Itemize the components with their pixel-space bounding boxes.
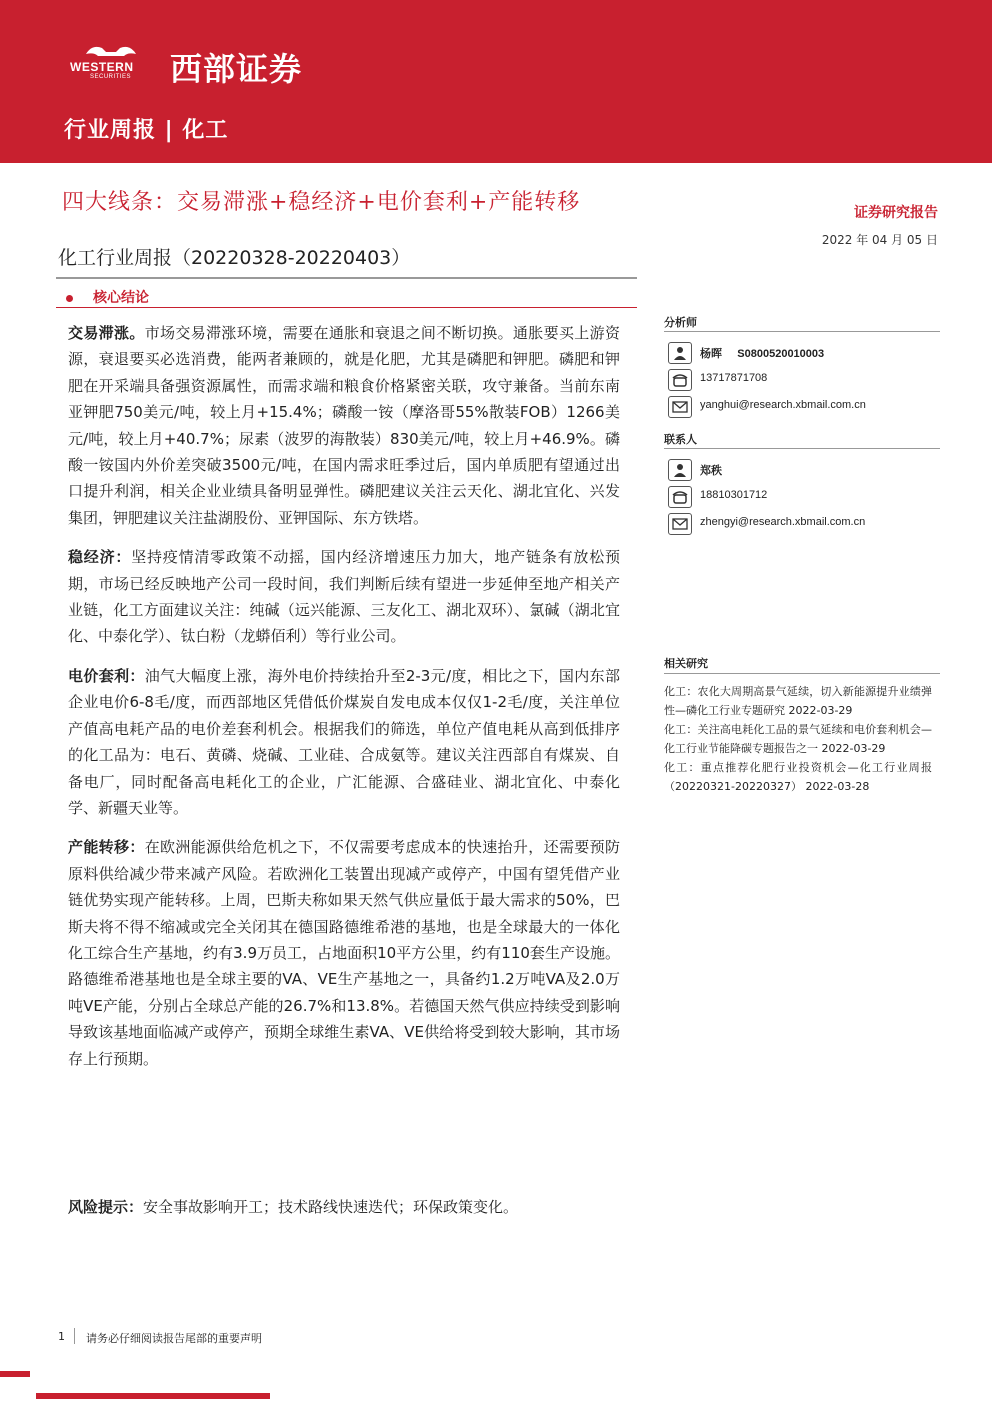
company-logo: [66, 40, 336, 90]
paragraph-lead: 电价套利：: [68, 666, 145, 685]
footer-disclaimer: 请务必仔细阅读报告尾部的重要声明: [86, 1332, 262, 1345]
paragraph-power-arbitrage: [68, 663, 620, 821]
report-type-label: 证券研究报告: [854, 205, 938, 221]
analyst-name: 杨晖: [700, 348, 722, 360]
analyst-email[interactable]: yanghui@research.xbmail.com.cn: [700, 399, 866, 411]
related-research-item[interactable]: 化工：关注高电耗化工品的景气延续和电价套利机会—化工行业节能降碳专题报告之一 2022-03-29: [664, 723, 932, 755]
paragraph-trading-stagflation: [68, 320, 620, 531]
report-date: 2022 年 04 月 05 日: [821, 233, 938, 247]
logo-english-subtext: SECURITIES: [90, 74, 132, 80]
section-divider: [56, 307, 637, 308]
footer-accent-bar: [36, 1393, 270, 1399]
paragraph-text: 在欧洲能源供给危机之下，不仅需要考虑成本的快速抬升，还需要预防原料供给减少带来减产风险。若欧洲化工装置出现减产或停产，中国有望凭借产业链优势实现产能转移。上周，巴斯夫称如果天然气供应量低于最大需求的50%，巴斯夫将不得不缩减或完全关闭其在德国路德维希港的基地，也是全球最大的一体化化工综合生产基地，约有3.9万员工，占地面积10平方公里，约有110套生产设施。路德维希港基地也是全球主要的VA、VE生产基地之一，具备约1.2万吨VA及2.0万吨VE产能，分别占全球总产能的26.7%和13.8%。若德国天然气供应持续受到影响导致该基地面临减产或停产，预期全球维生素VA、VE供给将受到较大影响，其市场存上行预期。: [68, 838, 620, 1068]
risk-text: 安全事故影响开工；技术路线快速迭代；环保政策变化。: [143, 1198, 519, 1216]
analyst-phone: 13717871708: [700, 372, 768, 384]
analyst-phone-row: [664, 369, 940, 391]
person-icon: [668, 342, 692, 364]
contact-email[interactable]: zhengyi@research.xbmail.com.cn: [700, 516, 866, 528]
related-research-list: [664, 682, 932, 796]
related-research-item[interactable]: 化工：农化大周期高景气延续，切入新能源提升业绩弹性—磷化工行业专题研究 2022-03-29: [664, 685, 932, 717]
paragraph-stable-economy: [68, 544, 620, 650]
related-research-heading: 相关研究: [664, 657, 708, 670]
analyst-heading: 分析师: [664, 316, 697, 329]
paragraph-lead: 交易滞涨。: [68, 324, 145, 342]
contact-email-row[interactable]: [664, 513, 940, 535]
mail-icon: [668, 513, 692, 535]
paragraph-text: 坚持疫情清零政策不动摇，国内经济增速压力加大，地产链条有放松预期，市场已经反映地产公司一段时间，我们判断后续有望进一步延伸至地产相关产业链，化工方面建议关注：纯碱（远兴能源、三友化工、湖北双环）、氯碱（湖北宜化、中泰化学）、钛白粉（龙蟒佰利）等行业公司。: [68, 548, 620, 646]
person-icon: [668, 459, 692, 481]
logo-english-text: WESTERN: [70, 60, 134, 74]
contact-name: 郑秩: [700, 465, 722, 477]
logo-chinese-text: 西部证券: [170, 50, 303, 88]
core-conclusion-body: [68, 320, 620, 1085]
analyst-name-row: [664, 342, 940, 364]
paragraph-lead: 产能转移：: [68, 838, 145, 857]
report-subtitle: 化工行业周报（20220328-20220403）: [58, 247, 411, 269]
analyst-divider: [664, 331, 940, 332]
report-category: 行业周报 | 化工: [64, 118, 229, 143]
contact-divider: [664, 448, 940, 449]
section-heading: 核心结论: [93, 290, 149, 306]
page-number: 1: [58, 1330, 65, 1343]
paragraph-text: 市场交易滞涨环境，需要在通胀和衰退之间不断切换。通胀要买上游资源，衰退要买必选消费，能两者兼顾的，就是化肥，尤其是磷肥和钾肥。磷肥和钾肥在开采端具备强资源属性，而需求端和粮食价格紧密关联，攻守兼备。当前东南亚钾肥750美元/吨，较上月+15.4%；磷酸一铵（摩洛哥55%散装FOB）1266美元/吨，较上月+40.7%；尿素（波罗的海散装）830美元/吨，较上月+46.9%。磷酸一铵国内外价差突破3500元/吨，在国内需求旺季过后，国内单质肥有望通过出口提升利润，相关企业业绩具备明显弹性。磷肥建议关注云天化、湖北宜化、兴发集团，钾肥建议关注盐湖股份、亚钾国际、东方铁塔。: [68, 324, 620, 527]
analyst-email-row[interactable]: [664, 396, 940, 418]
paragraph-text: 油气大幅度上涨，海外电价持续抬升至2-3元/度，相比之下，国内东部企业电价6-8毛/度，而西部地区凭借低价煤炭自发电成本仅仅1-2毛/度，关注单位产值高电耗产品的电价差套利机会。根据我们的筛选，单位产值电耗从高到低排序的化工品为：电石、黄磷、烧碱、工业硅、合成氨等。建议关注西部自有煤炭、自备电厂，同时配备高电耗化工的企业，广汇能源、合盛硅业、湖北宜化、中泰化学、新疆天业等。: [68, 666, 620, 817]
section-bullet-icon: [66, 295, 73, 302]
related-research-item[interactable]: 化工：重点推荐化肥行业投资机会—化工行业周报（20220321-20220327） 2022-03-28: [664, 761, 932, 793]
phone-icon: [668, 369, 692, 391]
phone-icon: [668, 486, 692, 508]
contact-heading: 联系人: [664, 433, 697, 446]
contact-phone: 18810301712: [700, 489, 768, 501]
related-divider: [664, 673, 940, 674]
risk-notice: [68, 1196, 518, 1217]
paragraph-lead: 稳经济：: [68, 548, 132, 567]
contact-phone-row: [664, 486, 940, 508]
paragraph-capacity-transfer: [68, 834, 620, 1072]
header-band: [0, 0, 992, 163]
risk-lead: 风险提示：: [68, 1198, 144, 1216]
contact-name-row: [664, 459, 940, 481]
analyst-license: S0800520010003: [737, 348, 825, 360]
mail-icon: [668, 396, 692, 418]
footer-separator: [74, 1328, 75, 1344]
title-divider: [56, 277, 637, 279]
footer-accent-bar: [0, 1371, 30, 1377]
report-title: 四大线条：交易滞涨+稳经济+电价套利+产能转移: [62, 190, 581, 215]
